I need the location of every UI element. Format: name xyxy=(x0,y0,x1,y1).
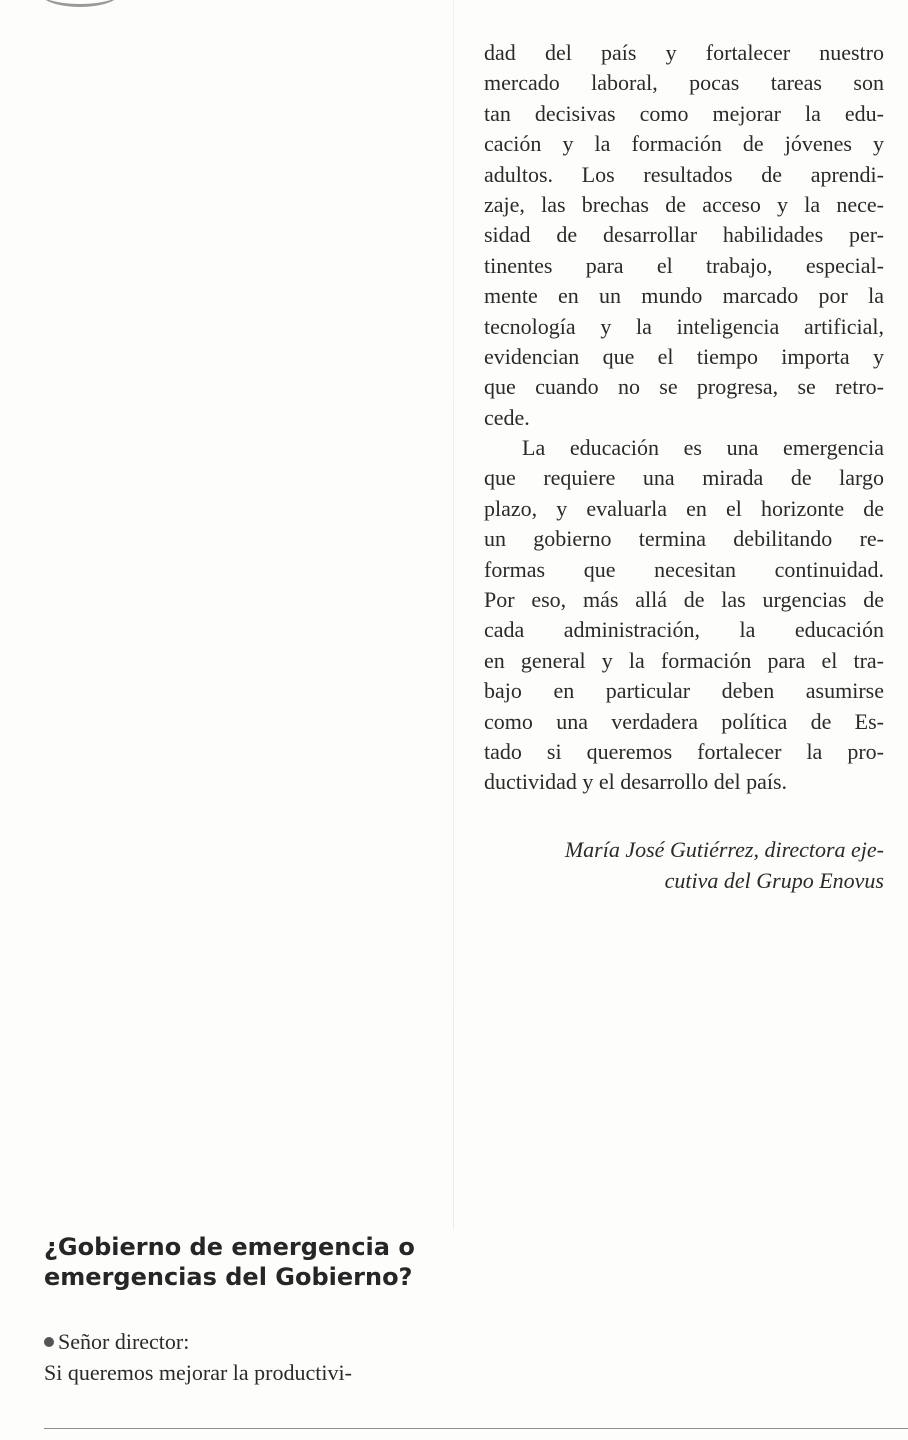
text-line: tado si queremos fortalecer la pro- xyxy=(484,738,884,764)
signature-line: cutiva del Grupo Enovus xyxy=(664,867,884,893)
headline-line: emergencias del Gobierno? xyxy=(44,1263,413,1291)
text-line: plazo, y evaluarla en el horizonte de xyxy=(484,495,884,521)
text-line: en general y la formación para el tra- xyxy=(484,647,884,673)
text-line: formas que necesitan continuidad. xyxy=(484,556,884,582)
text-line: ductividad y el desarrollo del país. xyxy=(484,769,788,795)
text-line: sidad de desarrollar habilidades per- xyxy=(484,222,884,248)
text-line: dad del país y fortalecer nuestro xyxy=(484,40,884,65)
next-letter xyxy=(44,1232,454,1388)
text-line: cación y la formación de jóvenes y xyxy=(484,131,884,157)
letter-body-start: Si queremos mejorar la productivi- xyxy=(44,1360,352,1385)
letter-paragraph-2 xyxy=(484,433,884,798)
text-line: Por eso, más allá de las urgencias de xyxy=(484,587,884,613)
bullet-icon xyxy=(44,1337,54,1347)
text-line: cada administración, la educación xyxy=(484,617,884,643)
text-line: tinentes para el trabajo, especial- xyxy=(484,252,884,278)
letter-signature xyxy=(484,834,884,896)
text-line: La educación es una emergencia xyxy=(522,435,884,461)
text-line: que cuando no se progresa, se retro- xyxy=(484,374,884,400)
signature-line: María José Gutiérrez, directora eje- xyxy=(564,836,884,862)
bottom-rule xyxy=(44,1428,908,1429)
text-line: tan decisivas como mejorar la edu- xyxy=(484,100,884,126)
text-line: mente en un mundo marcado por la xyxy=(484,283,884,309)
text-line: bajo en particular deben asumirse xyxy=(484,678,884,704)
text-line: un gobierno termina debilitando re- xyxy=(484,526,884,552)
letter-salutation xyxy=(44,1326,454,1357)
column-divider xyxy=(453,0,454,1230)
text-line: como una verdadera política de Es- xyxy=(484,708,884,734)
headline-line: ¿Gobierno de emergencia o xyxy=(44,1233,415,1261)
text-line: tecnología y la inteligencia artificial, xyxy=(484,313,884,339)
top-arc-fragment xyxy=(40,0,120,7)
text-line: que requiere una mirada de largo xyxy=(484,465,884,491)
letter-paragraph-1 xyxy=(484,38,884,433)
text-line: cede. xyxy=(484,404,530,430)
text-line: adultos. Los resultados de aprendi- xyxy=(484,161,884,187)
letter-column-right xyxy=(484,38,884,896)
letter-headline xyxy=(44,1232,454,1292)
text-line: evidencian que el tiempo importa y xyxy=(484,343,884,369)
salutation-text: Señor director: xyxy=(58,1329,190,1354)
text-line: zaje, las brechas de acceso y la nece- xyxy=(484,191,884,217)
text-line: mercado laboral, pocas tareas son xyxy=(484,70,884,96)
